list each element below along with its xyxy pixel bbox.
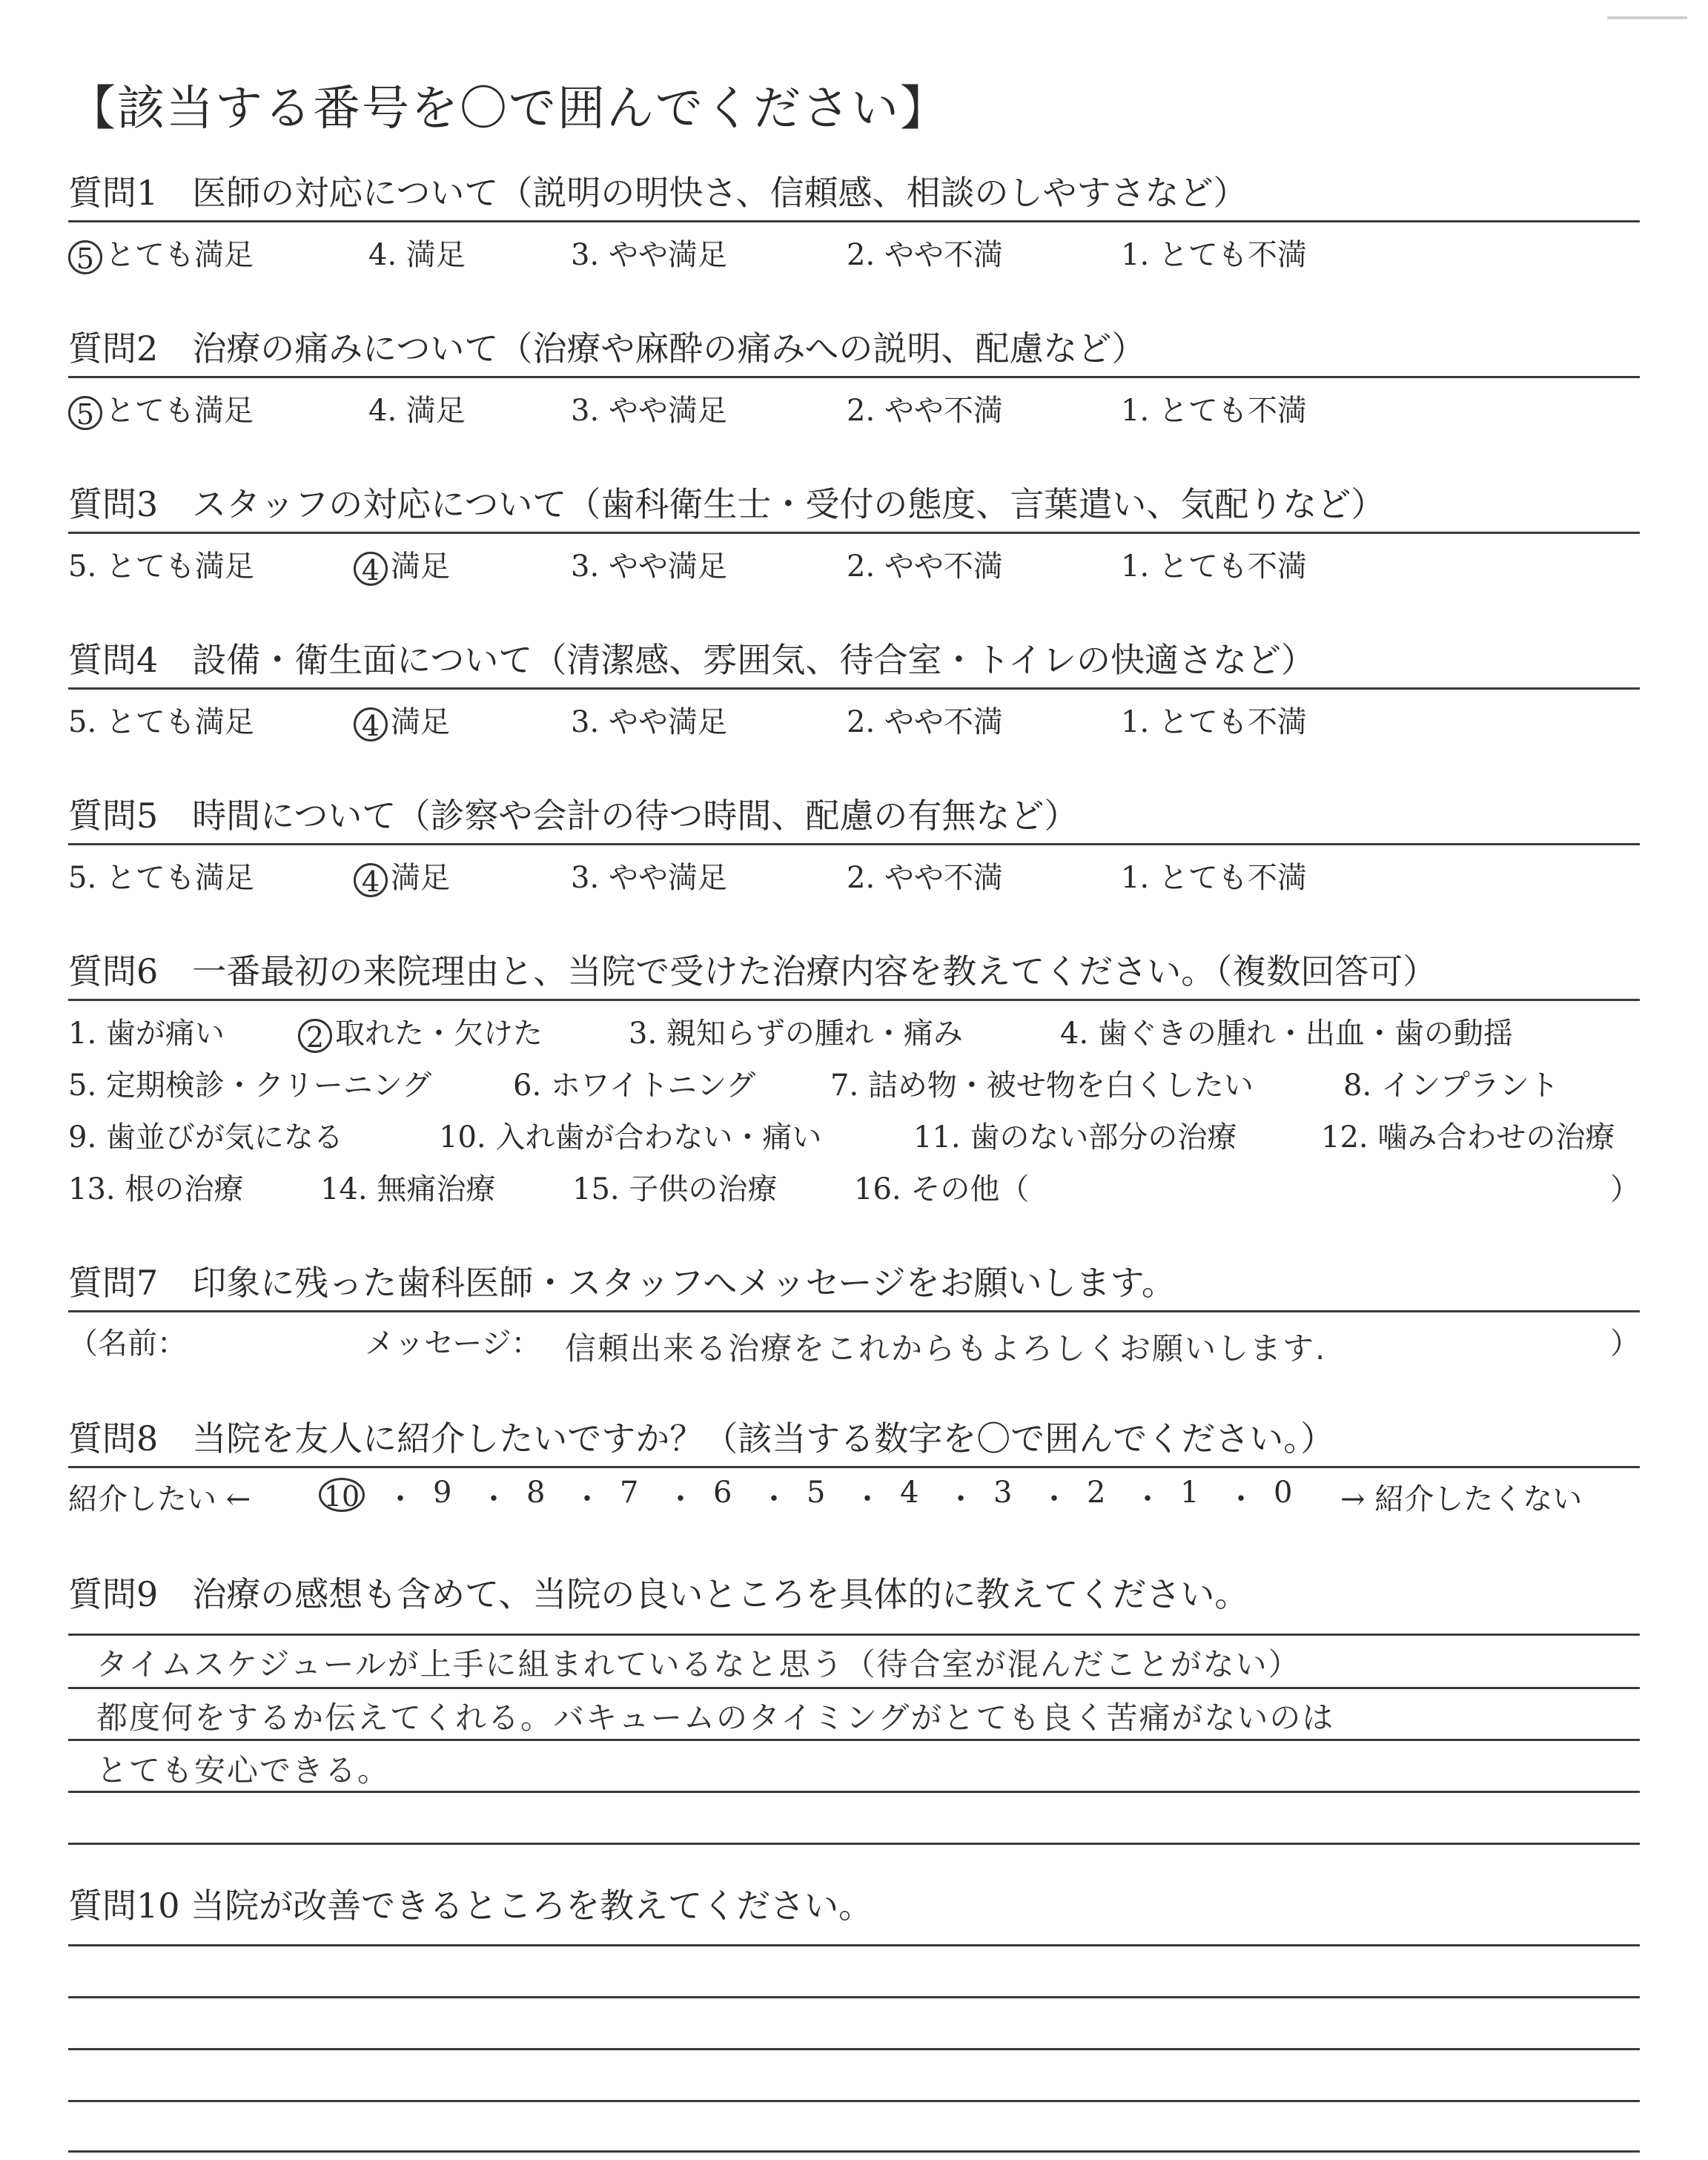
option-num: 3. <box>571 861 600 895</box>
scale-dot: ・ <box>1226 1482 1256 1516</box>
message-label: メッセージ： <box>365 1327 541 1361</box>
option-num: 1. <box>1121 705 1150 739</box>
option-2[interactable] <box>847 543 1003 585</box>
scale-3[interactable]: 3 <box>993 1476 1013 1510</box>
writing-line <box>68 2048 1640 2050</box>
option-num: 4. <box>368 394 397 428</box>
question-7-rule <box>68 1310 1640 1312</box>
reason-6[interactable]: 6. ホワイトニング <box>513 1069 756 1103</box>
question-6-row-1 <box>68 1010 1655 1054</box>
reason-10[interactable]: 10. 入れ歯が合わない・痛い <box>439 1120 822 1155</box>
scale-5[interactable]: 5 <box>807 1476 826 1510</box>
question-6-row-3 <box>68 1114 1655 1158</box>
scale-dot: ・ <box>853 1482 882 1516</box>
reason-5[interactable]: 5. 定期検診・クリーニング <box>68 1069 432 1103</box>
option-label: とても満足 <box>105 394 254 428</box>
question-4 <box>68 638 1640 684</box>
question-1-options <box>68 231 1655 276</box>
option-label: やや不満 <box>884 238 1003 272</box>
selected-circle: 4 <box>354 552 388 586</box>
option-label: やや満足 <box>608 394 727 428</box>
question-3-label: 質問3 スタッフの対応について（歯科衛生士・受付の態度、言葉遣い、気配りなど） <box>68 484 1386 524</box>
question-6-row-4 <box>68 1166 1655 1210</box>
option-label: 満足 <box>406 238 466 272</box>
selected-circle: 4 <box>354 707 388 742</box>
scale-dot: ・ <box>1039 1482 1069 1516</box>
option-label: やや満足 <box>608 705 727 739</box>
option-5[interactable] <box>68 231 254 274</box>
option-label: とても不満 <box>1158 705 1307 739</box>
scan-mark <box>1607 16 1687 19</box>
scale-dot: ・ <box>759 1482 789 1516</box>
recommend-scale <box>68 1476 1655 1520</box>
option-num: 2. <box>847 394 875 428</box>
scale-1[interactable]: 1 <box>1180 1476 1199 1510</box>
question-4-rule <box>68 687 1640 690</box>
scale-0[interactable]: 0 <box>1274 1476 1293 1510</box>
handwritten-line-1: タイムスケジュールが上手に組まれているなと思う（待合室が混んだことがない） <box>96 1646 1301 1682</box>
question-5-options <box>68 854 1655 899</box>
scale-2[interactable]: 2 <box>1087 1476 1106 1510</box>
question-1 <box>68 171 1640 217</box>
option-2[interactable] <box>847 698 1003 741</box>
question-3 <box>68 482 1640 528</box>
question-3-rule <box>68 532 1640 534</box>
option-2[interactable] <box>847 231 1003 274</box>
option-2[interactable] <box>847 854 1003 896</box>
reason-2[interactable] <box>298 1010 543 1053</box>
reason-4[interactable]: 4. 歯ぐきの腫れ・出血・歯の動揺 <box>1060 1017 1513 1051</box>
reason-2-label: 取れた・欠けた <box>335 1017 543 1051</box>
selected-circle: 4 <box>354 863 388 897</box>
option-label: とても不満 <box>1158 549 1307 584</box>
question-8-label: 質問8 当院を友人に紹介したいですか？（該当する数字を〇で囲んでください。） <box>68 1418 1335 1459</box>
writing-line <box>68 2150 1640 2153</box>
question-7-label: 質問7 印象に残った歯科医師・スタッフへメッセージをお願いします。 <box>68 1263 1176 1303</box>
question-10 <box>68 1883 1640 1929</box>
page-title: 【該当する番号を〇で囲んでください】 <box>68 82 949 136</box>
question-5-label: 質問5 時間について（診察や会計の待つ時間、配慮の有無など） <box>68 796 1079 836</box>
option-label: とても不満 <box>1158 238 1307 272</box>
option-4[interactable] <box>354 854 450 897</box>
question-5 <box>68 793 1640 839</box>
option-num: 3. <box>571 394 600 428</box>
scale-left-label: 紹介したい ← <box>68 1482 251 1516</box>
option-1[interactable] <box>1121 698 1307 741</box>
option-4[interactable] <box>354 543 450 586</box>
option-num: 4. <box>368 238 397 272</box>
option-num: 2. <box>847 549 875 584</box>
selected-circle: 5 <box>68 396 102 430</box>
option-label: とても満足 <box>105 861 254 895</box>
option-3[interactable] <box>571 698 727 741</box>
question-9-label: 質問9 治療の感想も含めて、当院の良いところを具体的に教えてください。 <box>68 1574 1249 1614</box>
name-label: （名前： <box>68 1327 187 1361</box>
option-5[interactable] <box>68 698 254 741</box>
question-2-label: 質問2 治療の痛みについて（治療や麻酔の痛みへの説明、配慮など） <box>68 328 1146 369</box>
question-6-row-2 <box>68 1062 1655 1106</box>
option-1[interactable] <box>1121 387 1307 429</box>
scale-right-label: → 紹介したくない <box>1340 1482 1583 1516</box>
option-5[interactable] <box>68 854 254 896</box>
question-8 <box>68 1416 1640 1462</box>
option-5[interactable] <box>68 543 254 585</box>
option-1[interactable] <box>1121 543 1307 585</box>
option-5[interactable] <box>68 387 254 430</box>
scale-9[interactable]: 9 <box>433 1476 452 1510</box>
selected-circle: 5 <box>68 240 102 274</box>
question-7-answer <box>68 1320 1655 1367</box>
option-label: やや不満 <box>884 549 1003 584</box>
question-6-rule <box>68 999 1640 1001</box>
option-4[interactable] <box>368 231 466 274</box>
question-4-options <box>68 698 1655 743</box>
reason-14[interactable]: 14. 無痛治療 <box>320 1172 496 1206</box>
handwritten-line-3: とても安心できる。 <box>96 1752 391 1789</box>
option-label: とても満足 <box>105 705 254 739</box>
scale-dot: ・ <box>479 1482 509 1516</box>
question-6 <box>68 949 1640 995</box>
option-1[interactable] <box>1121 231 1307 274</box>
writing-line <box>68 1944 1640 1946</box>
option-num: 3. <box>571 238 600 272</box>
writing-line <box>68 2100 1640 2102</box>
option-num: 1. <box>1121 238 1150 272</box>
question-6-label: 質問6 一番最初の来院理由と、当院で受けた治療内容を教えてください。（複数回答可） <box>68 951 1437 991</box>
writing-line <box>68 1739 1640 1741</box>
handwritten-message: 信頼出来る治療をこれからもよろしくお願いします. <box>565 1330 1327 1367</box>
reason-12[interactable]: 12. 噛み合わせの治療 <box>1321 1120 1615 1155</box>
writing-line <box>68 1634 1640 1636</box>
option-label: 満足 <box>406 394 466 428</box>
question-10-label: 質問10 当院が改善できるところを教えてください。 <box>68 1886 873 1926</box>
writing-line <box>68 1996 1640 1998</box>
reason-11[interactable]: 11. 歯のない部分の治療 <box>913 1120 1237 1155</box>
writing-line <box>68 1843 1640 1845</box>
reason-13[interactable]: 13. 根の治療 <box>68 1172 244 1206</box>
option-3[interactable] <box>571 854 727 896</box>
question-8-rule <box>68 1466 1640 1468</box>
option-label: 満足 <box>391 861 450 895</box>
option-label: 満足 <box>391 549 450 584</box>
option-num: 5. <box>68 705 97 739</box>
scale-6[interactable]: 6 <box>713 1476 732 1510</box>
option-3[interactable] <box>571 387 727 429</box>
scale-7[interactable]: 7 <box>620 1476 639 1510</box>
selected-circle: 2 <box>298 1019 332 1053</box>
option-2[interactable] <box>847 387 1003 429</box>
option-num: 3. <box>571 705 600 739</box>
option-label: 満足 <box>391 705 450 739</box>
option-num: 3. <box>571 549 600 584</box>
reason-16-close: ） <box>1610 1172 1640 1206</box>
scale-dot: ・ <box>946 1482 976 1516</box>
question-3-options <box>68 543 1655 587</box>
writing-line <box>68 1687 1640 1689</box>
option-4[interactable] <box>368 387 466 429</box>
scale-4[interactable]: 4 <box>900 1476 919 1510</box>
question-2-rule <box>68 376 1640 378</box>
option-label: とても不満 <box>1158 861 1307 895</box>
option-num: 5. <box>68 861 97 895</box>
question-7 <box>68 1261 1640 1307</box>
option-label: やや満足 <box>608 549 727 584</box>
option-num: 2. <box>847 238 875 272</box>
option-label: やや不満 <box>884 705 1003 739</box>
option-label: とても満足 <box>105 238 254 272</box>
option-label: とても不満 <box>1158 394 1307 428</box>
scale-dot: ・ <box>1133 1482 1162 1516</box>
scale-10[interactable] <box>319 1476 368 1512</box>
option-label: やや満足 <box>608 238 727 272</box>
reason-16[interactable]: 16. その他（ <box>854 1172 1030 1206</box>
question-2-options <box>68 387 1655 432</box>
option-label: やや満足 <box>608 861 727 895</box>
scale-dot: ・ <box>572 1482 602 1516</box>
question-1-label: 質問1 医師の対応について（説明の明快さ、信頼感、相談のしやすさなど） <box>68 173 1248 213</box>
option-3[interactable] <box>571 231 727 274</box>
scale-8[interactable]: 8 <box>526 1476 546 1510</box>
option-num: 1. <box>1121 861 1150 895</box>
question-2 <box>68 326 1640 372</box>
writing-line <box>68 1791 1640 1793</box>
option-1[interactable] <box>1121 854 1307 896</box>
reason-8[interactable]: 8. インプラント <box>1343 1069 1559 1103</box>
option-4[interactable] <box>354 698 450 742</box>
question-9 <box>68 1572 1640 1618</box>
reason-15[interactable]: 15. 子供の治療 <box>572 1172 778 1206</box>
scale-dot: ・ <box>666 1482 695 1516</box>
option-3[interactable] <box>571 543 727 585</box>
reason-7[interactable]: 7. 詰め物・被せ物を白くしたい <box>830 1069 1254 1103</box>
option-num: 1. <box>1121 394 1150 428</box>
selected-circle: 10 <box>319 1478 365 1512</box>
reason-9[interactable]: 9. 歯並びが気になる <box>68 1120 343 1155</box>
option-num: 2. <box>847 861 875 895</box>
option-num: 2. <box>847 705 875 739</box>
option-num: 5. <box>68 549 97 584</box>
option-label: とても満足 <box>105 549 254 584</box>
question-4-label: 質問4 設備・衛生面について（清潔感、雰囲気、待合室・トイレの快適さなど） <box>68 640 1316 680</box>
question-5-rule <box>68 843 1640 845</box>
message-close: ） <box>1610 1327 1640 1361</box>
option-num: 1. <box>1121 549 1150 584</box>
reason-1[interactable]: 1. 歯が痛い <box>68 1017 225 1051</box>
reason-3[interactable]: 3. 親知らずの腫れ・痛み <box>629 1017 963 1051</box>
option-label: やや不満 <box>884 861 1003 895</box>
question-1-rule <box>68 220 1640 222</box>
scale-dot: ・ <box>385 1482 415 1516</box>
handwritten-line-2: 都度何をするか伝えてくれる。バキュームのタイミングがとても良く苦痛がないのは <box>96 1700 1335 1736</box>
option-label: やや不満 <box>884 394 1003 428</box>
